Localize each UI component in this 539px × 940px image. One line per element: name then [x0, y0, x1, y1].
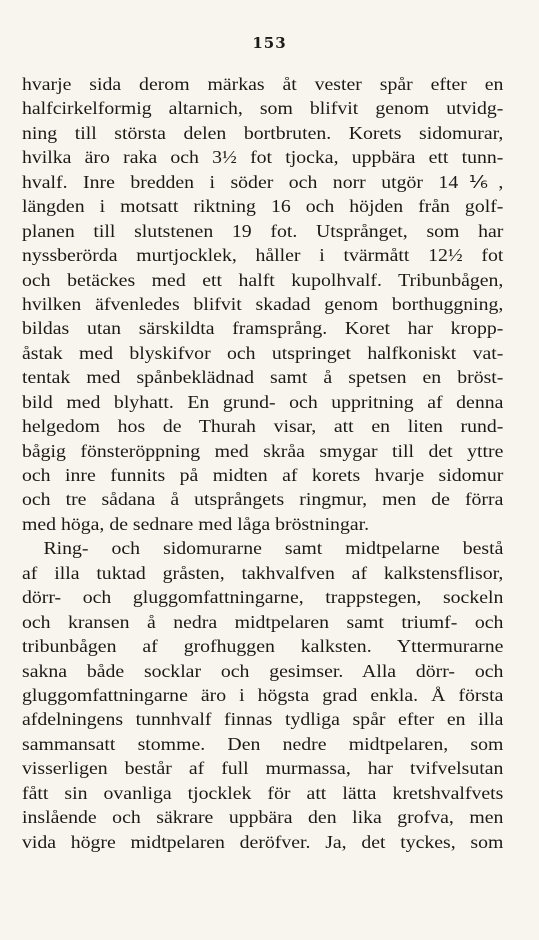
text-line: längden i motsatt riktning 16 och höjden från golf-	[22, 196, 504, 217]
text-line: hvilka äro raka och 3½ fot tjocka, uppbära ett tunn-	[22, 147, 504, 168]
text-line: bild med blyhatt. En grund- och uppritning af denna	[22, 391, 504, 412]
text-line: inslående och säkrare uppbära den lika grofva, men	[22, 807, 504, 828]
paragraph-end-line: med höga, de sednare med låga bröstningar.	[22, 513, 370, 534]
text-line: visserligen består af full murmassa, har tvifvelsutan	[22, 758, 504, 779]
text-line: åstak med blyskifvor och utspringet halfkoniskt vat-	[22, 342, 504, 363]
text-line: och tre sådana å utsprångets ringmur, men de förra	[22, 489, 504, 510]
text-line: vida högre midtpelaren deröfver. Ja, det tyckes, som	[22, 831, 504, 852]
paragraph-start-line: Ring- och sidomurarne samt midtpelarne bestå	[43, 538, 504, 559]
text-line: fått sin ovanliga tjocklek för att lätta kretshvalfvets	[22, 782, 504, 803]
text-line: och betäckes med ett halft kupolhvalf. Tribunbågen,	[22, 269, 504, 290]
text-line: helgedom hos de Thurah visar, att en liten rund-	[22, 416, 504, 437]
text-line: tentak med spånbeklädnad samt å spetsen en bröst-	[22, 367, 504, 388]
body-text	[22, 72, 503, 854]
text-line: gluggomfattningarne äro i högsta grad enkla. Å första	[22, 684, 504, 705]
text-line: tribunbågen af grofhuggen kalksten. Yttermurarne	[22, 636, 504, 657]
text-line: bågig fönsteröppning med skråa smygar till det yttre	[22, 440, 504, 461]
text-line: och kransen å nedra midtpelaren samt triumf- och	[22, 611, 504, 632]
text-line: halfcirkelformig altarnich, som blifvit genom utvidg-	[22, 98, 504, 119]
text-line: af illa tuktad gråsten, takhvalfven af kalkstensflisor,	[22, 562, 504, 583]
text-line: sakna både socklar och gesimser. Alla dörr- och	[22, 660, 504, 681]
page-number: 153	[252, 34, 287, 52]
text-line: nyssberörda murtjocklek, håller i tvärmått 12½ fot	[22, 245, 504, 266]
text-line: hvilken äfvenledes blifvit skadad genom borthuggning,	[22, 293, 504, 314]
text-line: hvalf. Inre bredden i söder och norr utgör 14⅙,	[22, 171, 504, 192]
text-line: ning till största delen bortbruten. Korets sidomurar,	[22, 122, 504, 143]
text-line: planen till slutstenen 19 fot. Utsprånget, som har	[22, 220, 504, 241]
text-line: och inre funnits på midten af korets hvarje sidomur	[22, 465, 504, 485]
text-line: bildas utan särskildta framsprång. Koret har kropp-	[22, 318, 504, 339]
text-line: afdelningens tunnhvalf finnas tydliga spår efter en illa	[22, 709, 504, 730]
text-line: sammansatt stomme. Den nedre midtpelaren, som	[22, 733, 504, 754]
text-line: dörr- och gluggomfattningarne, trappstegen, sockeln	[22, 587, 504, 608]
text-line: hvarje sida derom märkas åt vester spår efter en	[22, 74, 504, 94]
